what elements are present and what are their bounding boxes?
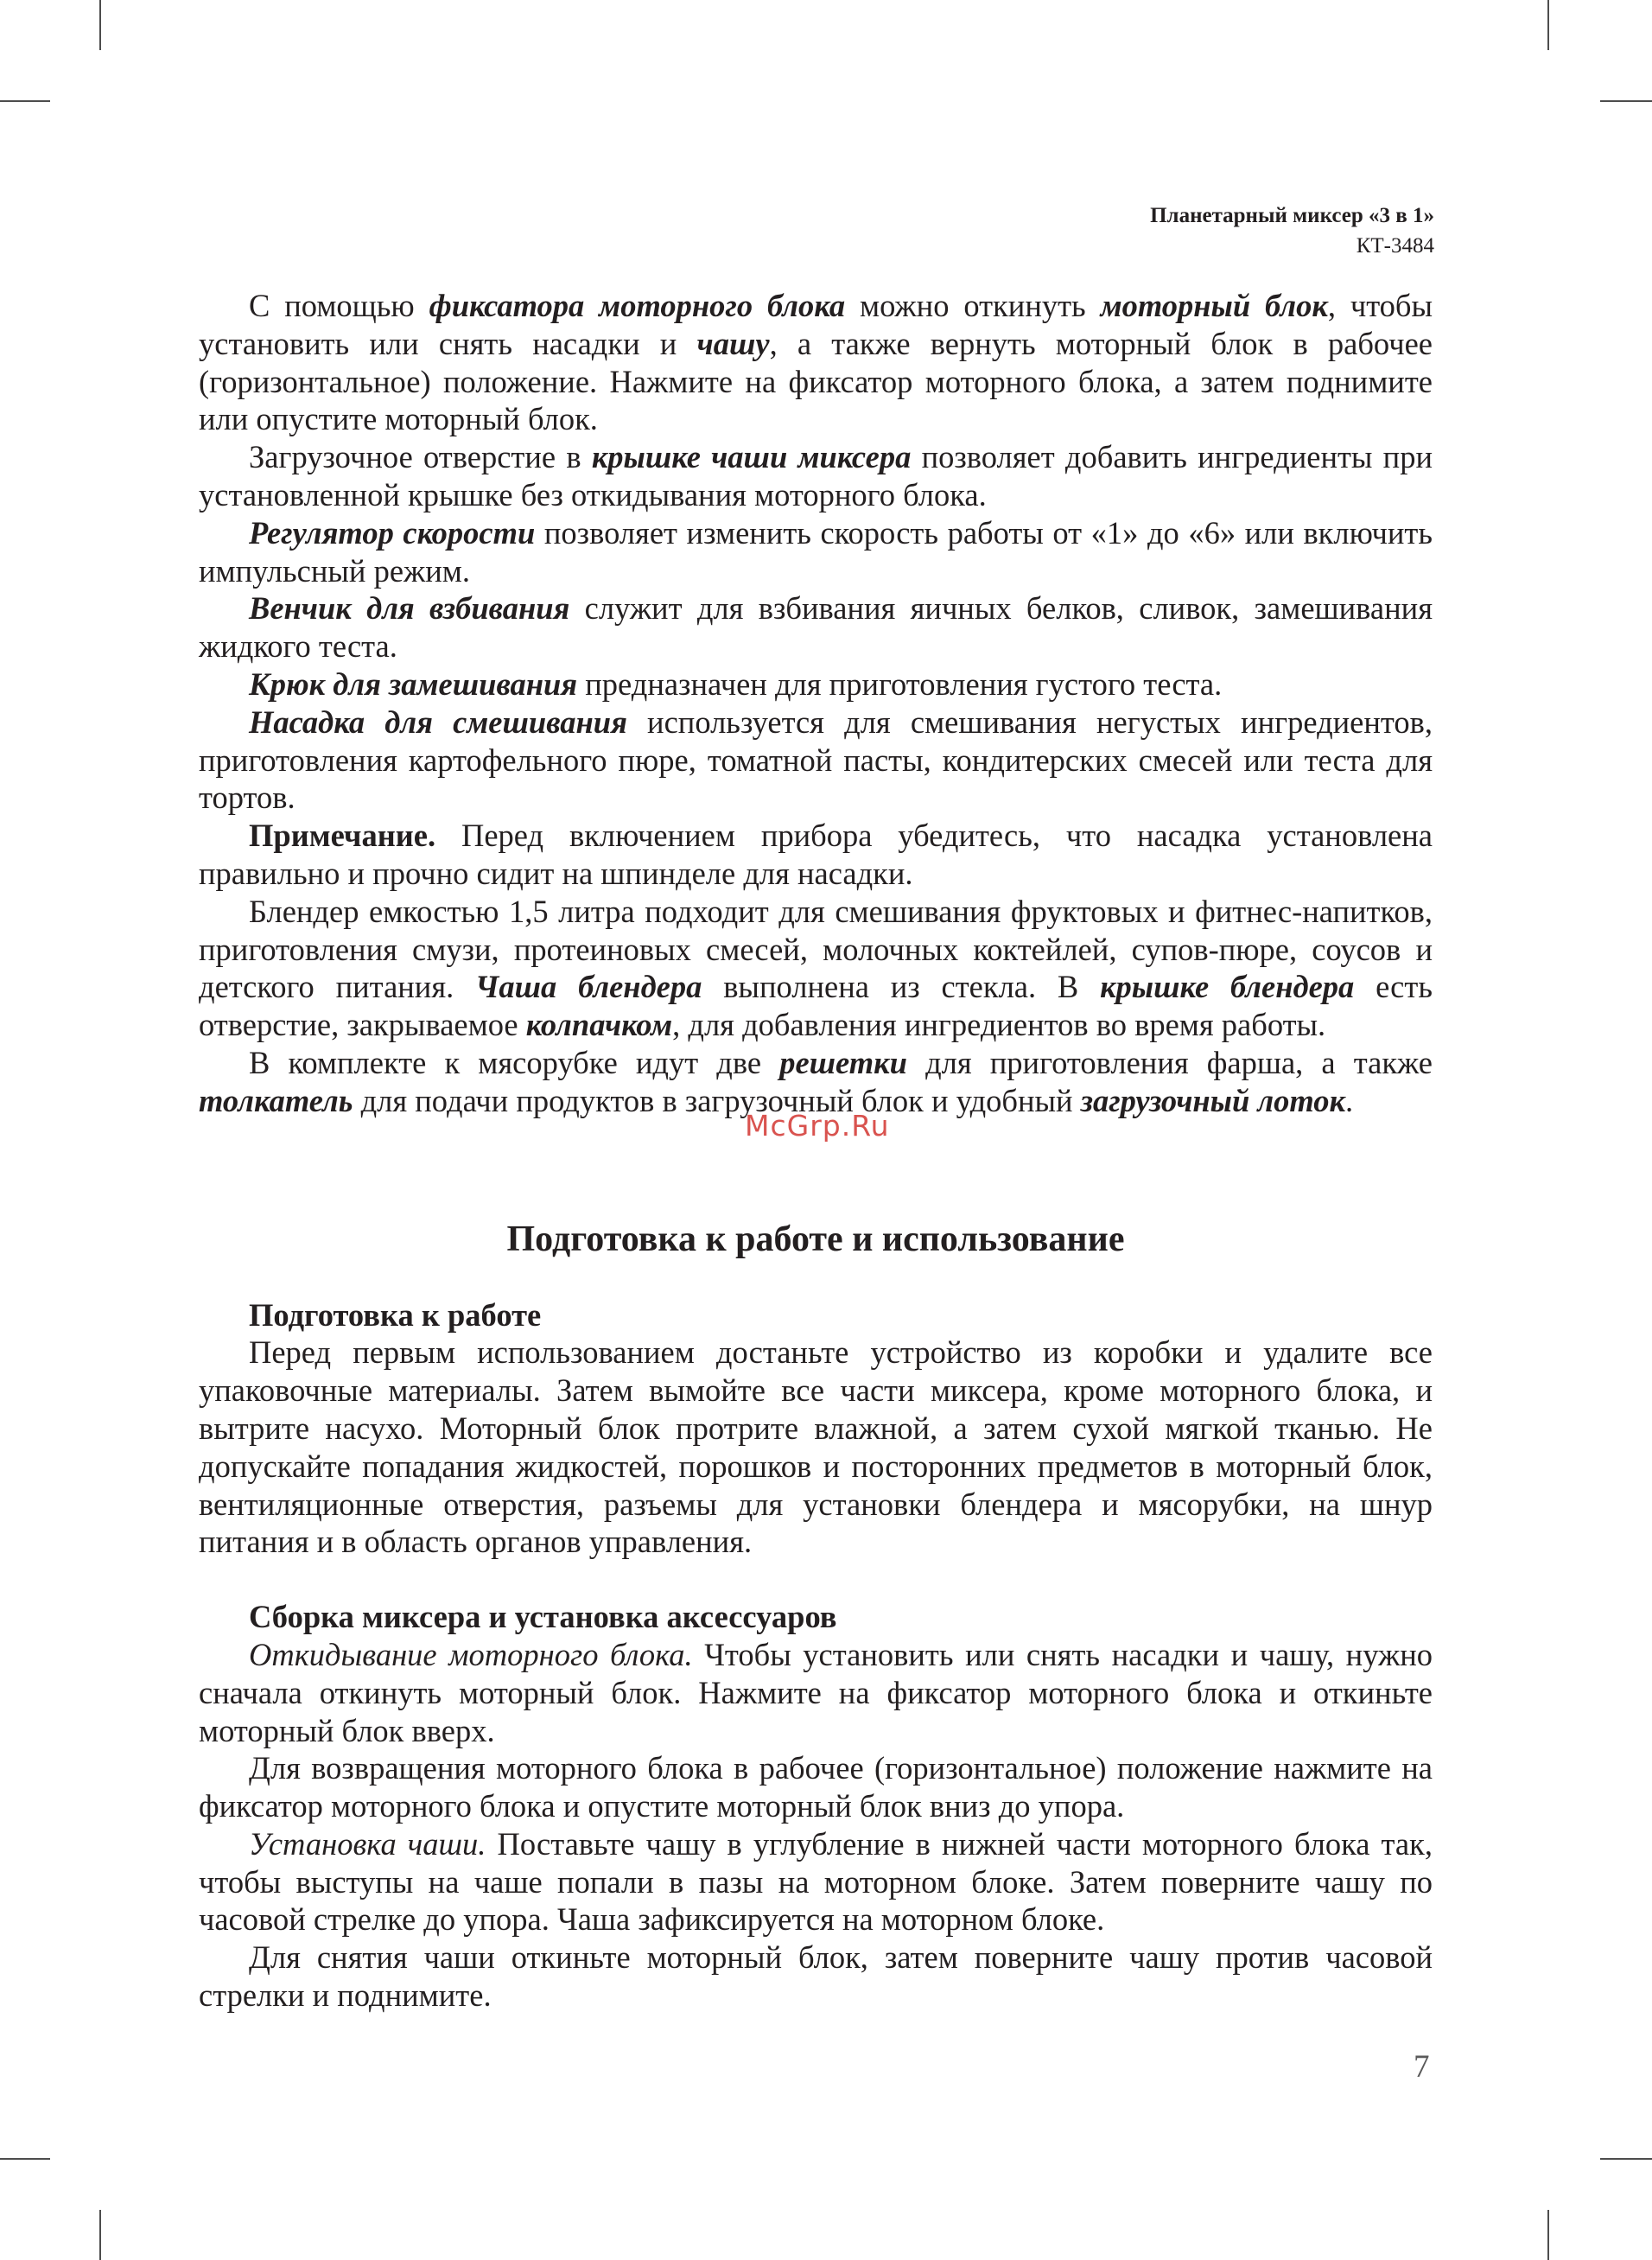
section-title: Подготовка к работе и использование — [506, 1219, 1125, 1259]
paragraph-motor-lock: С помощью фиксатора моторного блока можно откинуть моторный блок, чтобы установить или снять насадки и чашу, а также вернуть моторный блок в рабочее (горизонтальное) положение. Нажмите на фиксатор моторного блока, а затем поднимите или опустите моторный блок. — [199, 288, 1433, 437]
paragraph-speed-control: Регулятор скорости позволяет изменить скорость работы от «1» до «6» или включить импульсный режим. — [199, 514, 1433, 589]
paragraph-bowl-install: Установка чаши. Поставьте чашу в углубление в нижней части моторного блока так, чтобы выступы на чаше попали в пазы на моторном блоке. Затем поверните чашу по часовой стрелке до упора. Чаша зафиксируется на моторном блоке. — [199, 1825, 1433, 1938]
paragraph-tilting-motor: Откидывание моторного блока. Чтобы установить или снять насадки и чашу, нужно сначала откинуть моторный блок. Нажмите на фиксатор моторного блока и откиньте моторный блок вверх. — [199, 1636, 1433, 1748]
crop-mark — [1600, 100, 1652, 102]
crop-mark — [1547, 2210, 1549, 2260]
paragraph-preparation: Перед первым использованием достаньте устройство из коробки и удалите все упаковочные материалы. Затем вымойте все части миксера, кроме моторного блока, и вытрите насухо. Моторный блок протрите влажной, а затем сухой мягкой тканью. Не допускайте попадания жидкостей, порошков и посторонних предметов в моторный блок, вентиляционные отверстия, разъемы для установки блендера и мясорубки, на шнур питания и в область органов управления. — [199, 1334, 1433, 1560]
paragraph-blender: Блендер емкостью 1,5 литра подходит для смешивания фруктовых и фитнес-напитков, приготовления смузи, протеиновых смесей, молочных коктейлей, супов-пюре, соусов и детского питания. Чаша блендера выполнена из стекла. В крышке блендера есть отверстие, закрываемое колпачком, для добавления ингредиентов во время работы. — [199, 893, 1433, 1043]
watermark: McGrp.Ru — [745, 1109, 890, 1143]
page-content — [199, 287, 1433, 2015]
paragraph-returning-motor: Для возвращения моторного блока в рабочее (горизонтальное) положение нажмите на фиксатор моторного блока и опустите моторный блок вниз до упора. — [199, 1750, 1433, 1824]
header-model: КТ-3484 — [1356, 234, 1434, 258]
paragraph-lid-opening: Загрузочное отверстие в крышке чаши миксера позволяет добавить ингредиенты при установленной крышке без откидывания моторного блока. — [199, 439, 1433, 512]
header-title: Планетарный миксер «3 в 1» — [1150, 204, 1434, 227]
crop-mark — [99, 0, 101, 50]
page-number: 7 — [1414, 2049, 1430, 2085]
paragraph-bowl-remove: Для снятия чаши откиньте моторный блок, затем поверните чашу против часовой стрелки и поднимите. — [199, 1939, 1433, 2014]
paragraph-dough-hook: Крюк для замешивания предназначен для приготовления густого теста. — [249, 665, 1223, 702]
crop-mark — [0, 2158, 50, 2160]
paragraph-note: Примечание. Перед включением прибора убедитесь, что насадка установлена правильно и прочно сидит на шпинделе для насадки. — [199, 818, 1433, 891]
crop-mark — [1547, 0, 1549, 50]
crop-mark — [0, 100, 50, 102]
crop-mark — [99, 2210, 101, 2260]
paragraph-mixing-beater: Насадка для смешивания используется для смешивания негустых ингредиентов, приготовления картофельного пюре, томатной пасты, кондитерских смесей или теста для тортов. — [199, 703, 1433, 816]
paragraph-meat-grinder: В комплекте к мясорубке идут две решетки для приготовления фарша, а также толкатель для подачи продуктов в загрузочный блок и удобный загрузочный лоток. — [199, 1044, 1433, 1118]
subsection-title-preparation: Подготовка к работе — [249, 1296, 542, 1333]
crop-mark — [1600, 2158, 1652, 2160]
paragraph-whisk: Венчик для взбивания служит для взбивания яичных белков, сливок, замешивания жидкого теста. — [199, 590, 1433, 665]
subsection-title-assembly: Сборка миксера и установка аксессуаров — [249, 1599, 837, 1635]
running-header — [1150, 201, 1434, 261]
